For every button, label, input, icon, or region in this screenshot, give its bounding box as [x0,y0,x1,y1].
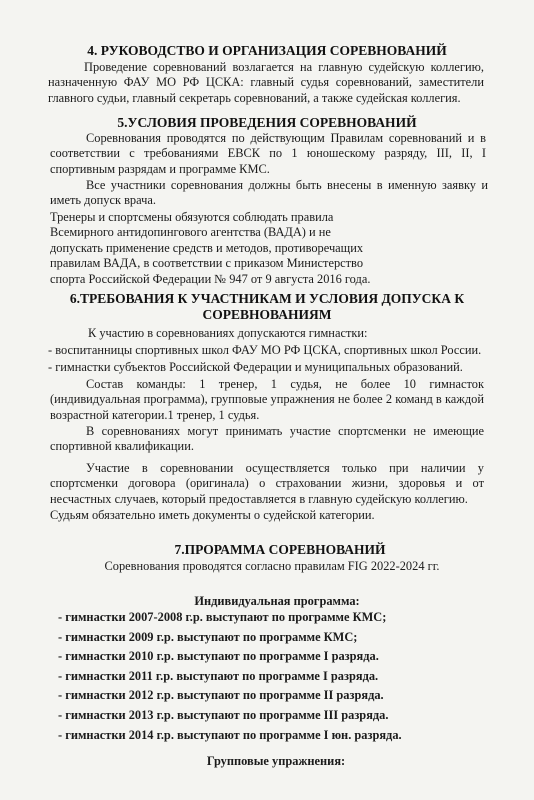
section-7-paragraph: Соревнования проводятся согласно правилам FIG 2022-2024 гг. [104,559,440,573]
section-6-title-line-2: СОРЕВНОВАНИЯМ [202,307,332,322]
section-5-paragraph-1: Соревнования проводятся по действующим Правилам соревнований и в соответствии с требованиями ЕВСК по 1 юношескому разряду, III, II, I спортивным разрядам и программе КМС. [50,131,486,176]
individual-program-title: Индивидуальная программа: [194,594,360,608]
section-5-title: 5.УСЛОВИЯ ПРОВЕДЕНИЯ СОРЕВНОВАНИЙ [117,115,417,130]
section-6-list-item-2: - гимнастки субъектов Российской Федерации и муниципальных образований. [48,360,463,374]
section-4-title: 4. РУКОВОДСТВО И ОРГАНИЗАЦИЯ СОРЕВНОВАНИЙ [87,43,447,58]
individual-program-list [58,608,524,745]
list-item: - гимнастки 2014 г.р. выступают по программе I юн. разряда. [58,727,402,742]
list-item: - гимнастки 2011 г.р. выступают по программе I разряда. [58,668,379,683]
list-item: - гимнастки 2013 г.р. выступают по программе III разряда. [58,707,389,722]
section-6-paragraph-1: К участию в соревнованиях допускаются гимнастки: [88,326,368,340]
list-item: - гимнастки 2009 г.р. выступают по программе КМС; [58,629,358,644]
list-item: - гимнастки 2012 г.р. выступают по программе II разряда. [58,688,384,703]
section-5-paragraph-2: Все участники соревнования должны быть внесены в именную заявку и иметь допуск врача. [50,178,488,208]
group-exercises-title: Групповые упражнения: [206,754,346,768]
section-6-list-item-1: - воспитанницы спортивных школ ФАУ МО РФ ЦСКА, спортивных школ России. [48,343,482,357]
list-item: - гимнастки 2007-2008 г.р. выступают по программе КМС; [58,610,387,624]
section-6-paragraph-5: Судьям обязательно иметь документы о судейской категории. [50,508,375,522]
section-6-title-line-1: 6.ТРЕБОВАНИЯ К УЧАСТНИКАМ И УСЛОВИЯ ДОПУСКА К [69,291,465,306]
section-6-paragraph-4: Участие в соревновании осуществляется только при наличии у спортсменки договора (оригинала) о страховании жизни, здоровья и от несчастных случаев, который предоставляется в главную судейскую коллегию. [50,461,484,506]
list-item: - гимнастки 2010 г.р. выступают по программе I разряда. [58,649,379,664]
section-4-paragraph: Проведение соревнований возлагается на главную судейскую коллегию, назначенную ФАУ МО РФ ЦСКА: главный судья соревнований, заместители главного судьи, главный секретарь соревнований, а также судейская коллегия. [48,60,484,105]
section-7-title: 7.ПРОРАММА СОРЕВНОВАНИЙ [174,542,386,557]
section-5-paragraph-3: Тренеры и спортсмены обязуются соблюдать правила Всемирного антидопингового агентства (ВАДА) и не допускать применение средств и методов, противоречащих правилам ВАДА, в соответствии с приказом Министерство спорта Российской Федерации № 947 от 9 августа 2016 года. [50,210,371,286]
section-6-paragraph-2: Состав команды: 1 тренер, 1 судья, не более 10 гимнасток (индивидуальная программа), групповые упражнения не более 2 команд в каждой возрастной категории.1 тренер, 1 судья. [50,377,484,422]
section-6-paragraph-3: В соревнованиях могут принимать участие спортсменки не имеющие спортивной квалификации. [50,424,484,454]
